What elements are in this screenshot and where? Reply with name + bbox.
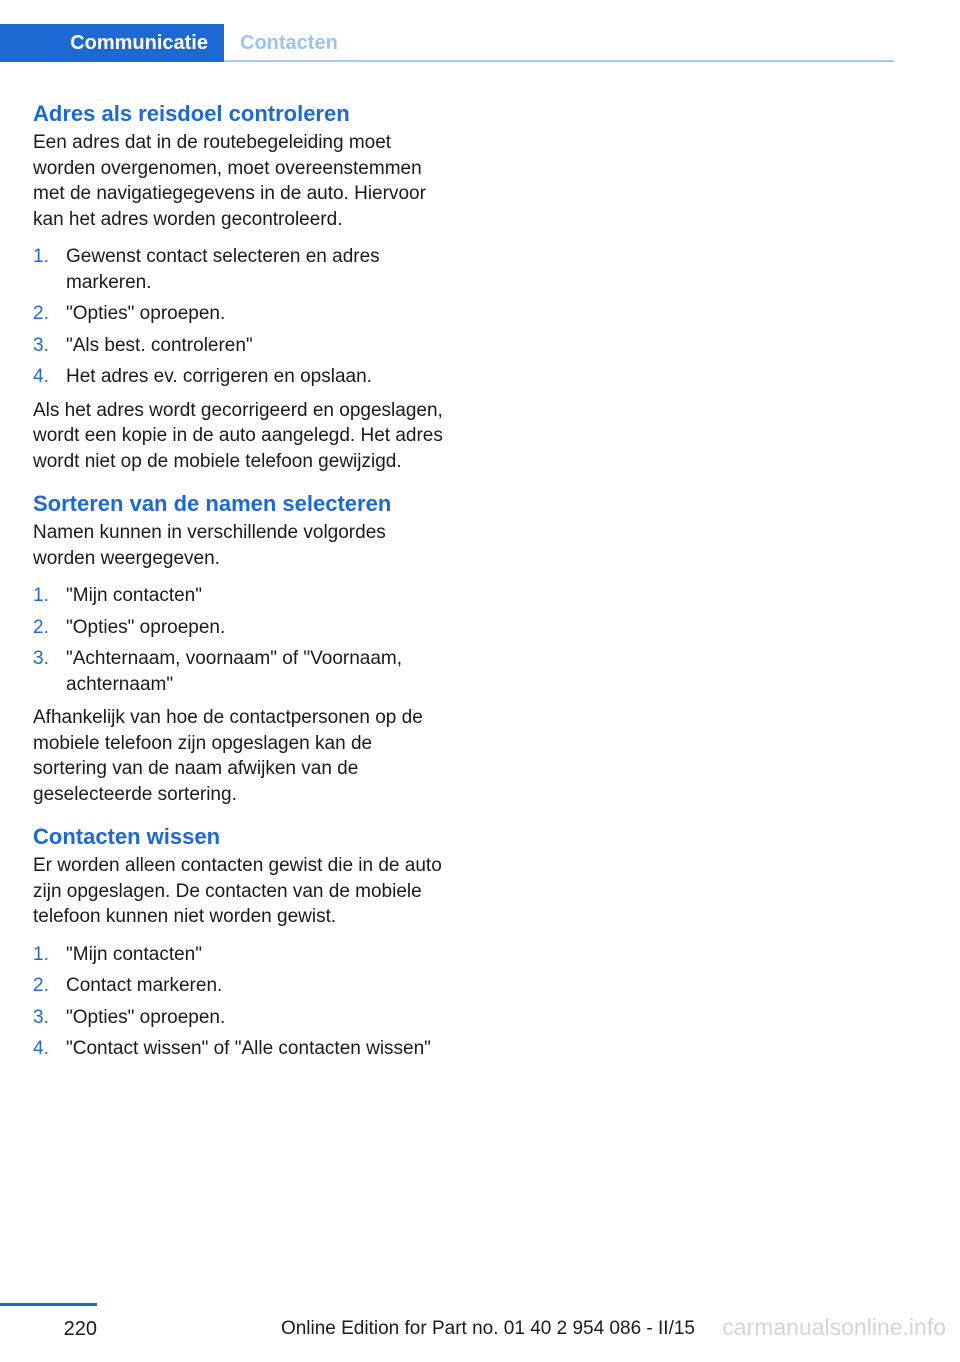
step-list: [33, 244, 451, 390]
watermark: carmanualsonline.info: [722, 1314, 946, 1340]
step-text: "Opties" oproepen.: [66, 303, 226, 324]
edition-note: Online Edition for Part no. 01 40 2 954 086 - II/15: [280, 1318, 695, 1339]
main-content: [33, 100, 451, 1078]
list-item: [33, 333, 451, 359]
step-number: 2.: [33, 303, 49, 324]
list-item: [33, 1005, 451, 1031]
tab-divider-line: [224, 60, 894, 62]
step-number: 1.: [33, 943, 49, 965]
step-text: "Mijn contacten": [66, 585, 202, 606]
step-number: 1.: [33, 246, 49, 267]
section-intro: Een adres dat in de routebegeleiding moet worden overgenomen, moet overeenstemmen met de navigatiegegevens in de auto. Hiervoor kan het adres worden gecontroleerd.: [33, 132, 426, 230]
list-item: [33, 646, 451, 697]
section-sorteren: [33, 490, 451, 807]
step-number: 3.: [33, 334, 49, 356]
step-text: "Opties" oproepen.: [66, 616, 226, 638]
list-item: [33, 364, 451, 390]
step-text: "Mijn contacten": [66, 943, 202, 965]
section-adres-controleren: [33, 100, 451, 474]
header-tab-bar: [0, 24, 894, 62]
list-item: [33, 583, 451, 609]
list-item: [33, 244, 451, 295]
step-number: 2.: [33, 616, 49, 638]
section-outro: Als het adres wordt gecorrigeerd en opgeslagen, wordt een kopie in de auto aangelegd. Het adres wordt niet op de mobiele telefoon gewijzigd.: [33, 399, 443, 472]
step-text: "Als best. controleren": [66, 334, 253, 356]
list-item: [33, 973, 451, 999]
list-item: [33, 942, 451, 968]
step-number: 3.: [33, 1006, 49, 1028]
step-text: "Achternaam, voornaam" of "Voornaam, achternaam": [66, 648, 403, 695]
section-contacten-wissen: [33, 823, 451, 1062]
step-list: [33, 583, 451, 697]
step-text: "Contact wissen" of "Alle contacten wissen": [66, 1038, 431, 1059]
page-number: 220: [63, 1318, 97, 1340]
step-text: Het adres ev. corrigeren en opslaan.: [66, 366, 372, 387]
section-outro: Afhankelijk van hoe de contactpersonen op de mobiele telefoon zijn opgeslagen kan de sortering van de naam afwijken van de geselecteerde sortering.: [33, 707, 423, 805]
step-number: 3.: [33, 648, 49, 669]
step-text: "Opties" oproepen.: [66, 1006, 226, 1028]
section-heading: Sorteren van de namen selecteren: [33, 491, 392, 516]
section-intro: Er worden alleen contacten gewist die in de auto zijn opgeslagen. De contacten van de mobiele telefoon kunnen niet worden gewist.: [33, 855, 442, 927]
step-number: 4.: [33, 1038, 49, 1059]
step-number: 4.: [33, 366, 49, 387]
list-item: [33, 301, 451, 327]
step-text: Gewenst contact selecteren en adres markeren.: [66, 246, 380, 293]
step-number: 2.: [33, 975, 49, 996]
tab-communicatie[interactable]: Communicatie: [0, 24, 224, 62]
section-intro: Namen kunnen in verschillende volgordes worden weergegeven.: [33, 522, 386, 569]
section-heading: Adres als reisdoel controleren: [33, 101, 350, 126]
list-item: [33, 615, 451, 641]
step-text: Contact markeren.: [66, 975, 223, 996]
list-item: [33, 1036, 451, 1062]
section-heading: Contacten wissen: [33, 824, 221, 849]
footer-divider-line: [0, 1303, 97, 1306]
step-list: [33, 942, 451, 1062]
tab-contacten[interactable]: Contacten: [240, 32, 338, 54]
step-number: 1.: [33, 585, 49, 606]
